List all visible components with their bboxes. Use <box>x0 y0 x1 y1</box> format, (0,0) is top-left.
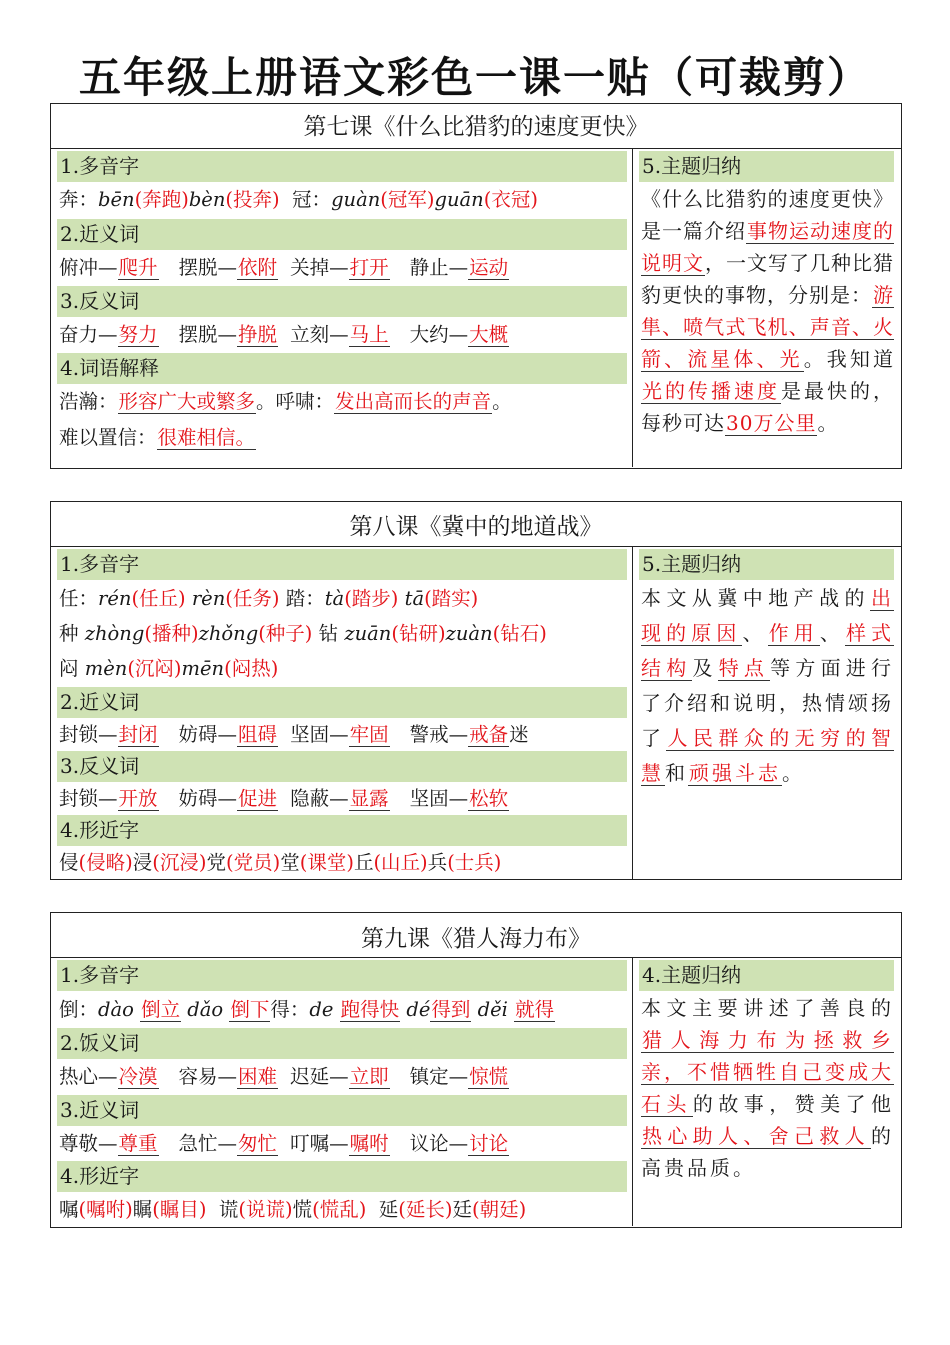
section-heading: 4.形近字 <box>57 1161 627 1192</box>
pinyin: guàn <box>331 188 381 211</box>
section-heading: 5.主题归纳 <box>639 151 894 182</box>
section-heading: 3.反义词 <box>57 286 627 317</box>
word-pair-row: 封锁—封闭 妨碍—阻碍 坚固—牢固 警戒—戒备迷 <box>59 723 529 746</box>
section-heading: 2.饭义词 <box>57 1028 627 1059</box>
polyphone-char: 冠： <box>292 188 332 211</box>
explain-row: 浩瀚：形容广大或繁多。呼啸：发出高而长的声音。 <box>59 390 512 413</box>
answer: 挣脱 <box>238 323 278 346</box>
page-title: 五年级上册语文彩色一课一贴（可裁剪） <box>78 53 871 102</box>
section-heading: 3.反义词 <box>57 751 627 782</box>
answer: 发出高而长的声音 <box>335 390 492 413</box>
summary-paragraph: 本文主要讲述了善良的猎人海力布为拯救乡亲，不惜牺牲自己变成大石头的故事，赞美了他热心助人、舍己救人的高贵品质。 <box>641 996 895 1180</box>
answer: (冠军) <box>380 188 435 211</box>
polyphone-char: 奔： <box>59 188 99 211</box>
section-heading: 1.多音字 <box>57 960 627 991</box>
section-heading: 5.主题归纳 <box>639 549 894 580</box>
polyphone-row <box>59 183 538 217</box>
lesson-8-card <box>50 501 902 880</box>
answer: 马上 <box>349 323 389 346</box>
lesson-9-card <box>50 912 902 1228</box>
section-heading: 4.形近字 <box>57 815 627 846</box>
lesson-9-right <box>633 958 900 1226</box>
lesson-7-card <box>50 103 902 469</box>
answer: 很难相信。 <box>157 426 256 449</box>
answer: 努力 <box>118 323 158 346</box>
answer: 大概 <box>469 323 509 346</box>
section-heading: 2.近义词 <box>57 687 627 718</box>
lesson-7-title: 第七课《什么比猎豹的速度更快》 <box>51 104 901 149</box>
pinyin: bèn <box>188 188 226 211</box>
word-pair-row: 俯冲—爬升 摆脱—依附 关掉—打开 静止—运动 <box>59 256 509 279</box>
section-heading: 3.近义词 <box>57 1095 627 1126</box>
summary-paragraph: 本文从冀中地产战的出现的原因、作用、样式结构及特点等方面进行了介绍和说明，热情颂扬了人民群众的无穷的智慧和顽强斗志。 <box>641 586 895 785</box>
polyphone-row: 倒：dào 倒立 dǎo 倒下得：de 跑得快 dé得到 děi 就得 <box>59 998 555 1021</box>
lesson-8-title: 第八课《冀中的地道战》 <box>51 502 901 547</box>
answer: (投奔) <box>225 188 280 211</box>
summary-paragraph: 《什么比猎豹的速度更快》是一篇介绍事物运动速度的说明文，一文写了几种比猎豹更快的事物，分别是：游隼、喷气式飞机、声音、火箭、流星体、光。我知道光的传播速度是最快的，每秒可达30万公里。 <box>641 187 895 435</box>
lesson-9-title: 第九课《猎人海力布》 <box>51 913 901 958</box>
word-pair-row: 热心—冷漠 容易—困难 迟延—立即 镇定—惊慌 <box>59 1065 509 1088</box>
answer: (奔跑) <box>134 188 189 211</box>
section-heading: 1.多音字 <box>57 549 627 580</box>
answer: 爬升 <box>118 256 158 279</box>
polyphone-row: 任：rén(任丘) rèn(任务) 踏：tà(踏步) tā(踏实) <box>59 587 479 610</box>
polyphone-row: 闷 mèn(沉闷)mēn(闷热) <box>59 657 279 680</box>
similar-chars-row: 嘱(嘱咐)瞩(瞩目) 谎(说谎)慌(慌乱) 延(延长)廷(朝廷) <box>59 1198 527 1221</box>
lesson-7-right <box>633 149 900 467</box>
similar-chars-row: 侵(侵略)浸(沉浸)党(党员)堂(课堂)丘(山丘)兵(士兵) <box>59 851 502 874</box>
pinyin: guān <box>434 188 484 211</box>
section-heading: 1.多音字 <box>57 151 627 182</box>
word-pair-row: 封锁—开放 妨碍—促进 隐蔽—显露 坚固—松软 <box>59 787 509 810</box>
answer: 运动 <box>469 256 509 279</box>
pinyin: bēn <box>98 188 135 211</box>
answer: 形容广大或繁多 <box>118 390 256 413</box>
answer: (衣冠) <box>483 188 538 211</box>
section-heading: 2.近义词 <box>57 219 627 250</box>
section-heading: 4.主题归纳 <box>639 960 894 991</box>
lesson-9-left <box>51 958 633 1226</box>
lesson-8-left <box>51 547 633 879</box>
explain-row: 难以置信：很难相信。 <box>59 426 256 449</box>
polyphone-row: 种 zhòng(播种)zhǒng(种子) 钻 zuān(钻研)zuàn(钻石) <box>59 622 547 645</box>
lesson-8-right <box>633 547 900 879</box>
word-pair-row: 奋力—努力 摆脱—挣脱 立刻—马上 大约—大概 <box>59 323 509 346</box>
lesson-7-left <box>51 149 633 467</box>
word-pair-row: 尊敬—尊重 急忙—匆忙 叮嘱—嘱咐 议论—讨论 <box>59 1132 509 1155</box>
answer: 依附 <box>238 256 278 279</box>
answer: 打开 <box>349 256 389 279</box>
section-heading: 4.词语解释 <box>57 353 627 384</box>
